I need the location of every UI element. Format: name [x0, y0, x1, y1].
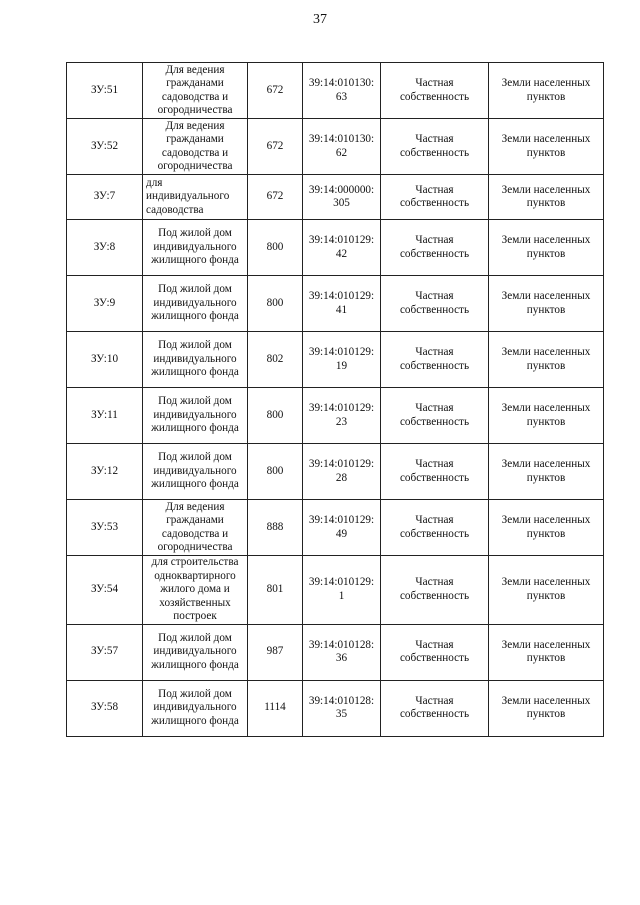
permitted-use-cell: Под жилой дом индивидуального жилищного фонда [143, 332, 248, 388]
ownership-cell: Частная собственность [381, 220, 489, 276]
ownership-cell: Частная собственность [381, 388, 489, 444]
permitted-use-cell: Под жилой дом индивидуального жилищного фонда [143, 444, 248, 500]
cadastral-number-cell: 39:14:010130: 62 [303, 119, 381, 175]
area-cell: 1114 [248, 680, 303, 736]
table-row [67, 175, 604, 220]
ownership-cell: Частная собственность [381, 276, 489, 332]
plot-id-cell: ЗУ:51 [67, 63, 143, 119]
plot-id-cell: ЗУ:11 [67, 388, 143, 444]
cadastral-number-cell: 39:14:010128: 36 [303, 624, 381, 680]
cadastral-number-cell: 39:14:010129: 28 [303, 444, 381, 500]
land-category-cell: Земли населенных пунктов [489, 624, 604, 680]
area-cell: 888 [248, 500, 303, 556]
table-row [67, 276, 604, 332]
land-category-cell: Земли населенных пунктов [489, 388, 604, 444]
land-category-cell: Земли населенных пунктов [489, 444, 604, 500]
land-category-cell: Земли населенных пунктов [489, 63, 604, 119]
area-cell: 800 [248, 220, 303, 276]
plot-id-cell: ЗУ:9 [67, 276, 143, 332]
land-category-cell: Земли населенных пунктов [489, 500, 604, 556]
land-plots-table [66, 62, 604, 737]
table-row [67, 556, 604, 625]
ownership-cell: Частная собственность [381, 63, 489, 119]
ownership-cell: Частная собственность [381, 175, 489, 220]
land-category-cell: Земли населенных пунктов [489, 220, 604, 276]
land-category-cell: Земли населенных пунктов [489, 556, 604, 625]
permitted-use-cell: Под жилой дом индивидуального жилищного фонда [143, 680, 248, 736]
cadastral-number-cell: 39:14:010129: 23 [303, 388, 381, 444]
land-category-cell: Земли населенных пунктов [489, 175, 604, 220]
ownership-cell: Частная собственность [381, 332, 489, 388]
plot-id-cell: ЗУ:52 [67, 119, 143, 175]
ownership-cell: Частная собственность [381, 119, 489, 175]
area-cell: 800 [248, 444, 303, 500]
land-category-cell: Земли населенных пунктов [489, 680, 604, 736]
plot-id-cell: ЗУ:8 [67, 220, 143, 276]
table-row [67, 332, 604, 388]
ownership-cell: Частная собственность [381, 556, 489, 625]
permitted-use-cell: Для ведения гражданами садоводства и огородничества [143, 500, 248, 556]
area-cell: 987 [248, 624, 303, 680]
ownership-cell: Частная собственность [381, 444, 489, 500]
table-row [67, 220, 604, 276]
cadastral-number-cell: 39:14:010129: 42 [303, 220, 381, 276]
table-row [67, 624, 604, 680]
plot-id-cell: ЗУ:7 [67, 175, 143, 220]
ownership-cell: Частная собственность [381, 680, 489, 736]
land-category-cell: Земли населенных пунктов [489, 276, 604, 332]
cadastral-number-cell: 39:14:010129: 1 [303, 556, 381, 625]
table-row [67, 388, 604, 444]
area-cell: 672 [248, 119, 303, 175]
table-row [67, 119, 604, 175]
permitted-use-cell: Для ведения гражданами садоводства и огородничества [143, 63, 248, 119]
area-cell: 802 [248, 332, 303, 388]
table-row [67, 500, 604, 556]
cadastral-number-cell: 39:14:010129: 49 [303, 500, 381, 556]
ownership-cell: Частная собственность [381, 500, 489, 556]
cadastral-number-cell: 39:14:010129: 19 [303, 332, 381, 388]
permitted-use-cell: Под жилой дом индивидуального жилищного фонда [143, 220, 248, 276]
plot-id-cell: ЗУ:10 [67, 332, 143, 388]
cadastral-number-cell: 39:14:010129: 41 [303, 276, 381, 332]
cadastral-number-cell: 39:14:010130: 63 [303, 63, 381, 119]
plot-id-cell: ЗУ:53 [67, 500, 143, 556]
table-row [67, 63, 604, 119]
page-number: 37 [313, 12, 327, 27]
ownership-cell: Частная собственность [381, 624, 489, 680]
land-category-cell: Земли населенных пунктов [489, 332, 604, 388]
table-row [67, 444, 604, 500]
table-row [67, 680, 604, 736]
permitted-use-cell: Под жилой дом индивидуального жилищного фонда [143, 624, 248, 680]
cadastral-number-cell: 39:14:000000: 305 [303, 175, 381, 220]
cadastral-number-cell: 39:14:010128: 35 [303, 680, 381, 736]
area-cell: 672 [248, 63, 303, 119]
plot-id-cell: ЗУ:57 [67, 624, 143, 680]
permitted-use-cell: для строительства одноквартирного жилого дома и хозяйственных построек [143, 556, 248, 625]
plot-id-cell: ЗУ:12 [67, 444, 143, 500]
plot-id-cell: ЗУ:58 [67, 680, 143, 736]
land-category-cell: Земли населенных пунктов [489, 119, 604, 175]
permitted-use-cell: Для ведения гражданами садоводства и огородничества [143, 119, 248, 175]
area-cell: 800 [248, 388, 303, 444]
area-cell: 800 [248, 276, 303, 332]
area-cell: 801 [248, 556, 303, 625]
permitted-use-cell: Под жилой дом индивидуального жилищного фонда [143, 388, 248, 444]
area-cell: 672 [248, 175, 303, 220]
permitted-use-cell: для индивидуального садоводства [143, 175, 248, 220]
permitted-use-cell: Под жилой дом индивидуального жилищного фонда [143, 276, 248, 332]
plot-id-cell: ЗУ:54 [67, 556, 143, 625]
